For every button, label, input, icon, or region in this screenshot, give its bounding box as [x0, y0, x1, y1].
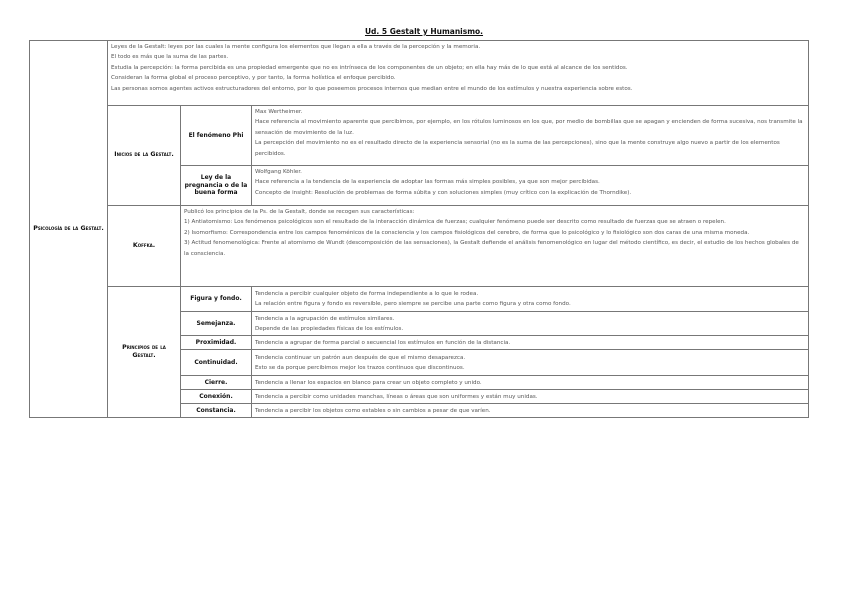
pregnancia-line: Hace referencia a la tendencia de la experiencia de adoptar las formas más simples posibles, ya que son mejor percibidas.	[255, 179, 600, 186]
intro-line: El todo es más que la suma de las partes.	[111, 54, 229, 61]
principle-line: Tendencia a llenar los espacios en blanco para crear un objeto completo y unido.	[255, 379, 482, 386]
intro-line: Consideran la forma global el proceso perceptivo, y por tanto, la forma holística el enfoque percibido.	[111, 75, 396, 82]
koffka-row	[30, 206, 809, 287]
inicios-label: Inicios de la Gestalt.	[108, 106, 181, 206]
koffka-label: Koffka.	[108, 206, 181, 287]
intro-line: Las personas somos agentes activos estructuradores del entorno, por lo que poseemos procesos internos que median entre el mundo de los estímulos y nuestra experiencia sobre estos.	[111, 85, 633, 92]
pregnancia-line: Wolfgang Köhler.	[255, 169, 302, 175]
koffka-line: Publicó los principios de la Ps. de la Gestalt, donde se recogen sus características:	[184, 209, 415, 215]
principios-label: Principios de la Gestalt.	[108, 287, 181, 418]
principle-name: Semejanza.	[181, 312, 252, 336]
principle-line: Tendencia a agrupar de forma parcial o secuencial los estímulos en función de la distancia.	[255, 339, 511, 346]
principle-line: Tendencia a percibir cualquier objeto de forma independiente a lo que le rodea.	[255, 291, 479, 297]
principle-line: Depende de las propiedades físicas de los estímulos.	[255, 325, 404, 332]
intro-row	[30, 41, 809, 106]
phi-line: Max Wertheimer.	[255, 109, 303, 115]
intro-cell	[108, 41, 809, 106]
koffka-description	[181, 206, 809, 287]
phi-line: Hace referencia al movimiento aparente que percibimos, por ejemplo, en los rótulos luminosos en los que, por medio de bombillas que se apagan y encienden de forma sucesiva, nos transmite la sensación de movimiento de la luz.	[255, 119, 803, 136]
page-title: Ud. 5 Gestalt y Humanismo.	[364, 27, 484, 36]
principle-line: La relación entre figura y fondo es reversible, pero siempre se percibe una parte como figura y otra como fondo.	[255, 301, 571, 307]
intro-line: Estudia la percepción: la forma percibida es una propiedad emergente que no es intrínseca de los componentes de un objeto; en ella hay más de lo que está al alcance de los sentidos.	[111, 64, 628, 71]
principle-description	[252, 287, 809, 312]
principle-name: Conexión.	[181, 390, 252, 404]
principle-line: Tendencia a la agrupación de estímulos similares.	[255, 315, 395, 322]
principle-description	[252, 404, 809, 418]
principle-name: Constancia.	[181, 404, 252, 418]
principle-name: Continuidad.	[181, 350, 252, 376]
koffka-line: 1) Antiatomismo: Los fenómenos psicológicos son el resultado de la interacción dinámica de fuerzas; cualquier fenómeno puede ser descrito como resultado de fuerzas que se atraen o repelen.	[184, 219, 726, 226]
pregnancia-line: Concepto de insight: Resolución de problemas de forma súbita y con soluciones simples (muy crítico con la explicación de Thorndike).	[255, 189, 632, 196]
phi-description	[252, 106, 809, 166]
intro-line: Leyes de la Gestalt: leyes por las cuales la mente configura los elementos que llegan a ella a través de la percepción y la memoria.	[111, 44, 481, 50]
principle-description	[252, 312, 809, 336]
principle-description	[252, 336, 809, 350]
pregnancia-description	[252, 166, 809, 206]
phi-label: El fenómeno Phi	[181, 106, 252, 166]
principle-line: Tendencia a percibir los objetos como estables o sin cambios a pesar de que varíen.	[255, 407, 491, 414]
phi-row	[30, 106, 809, 166]
principle-row	[30, 287, 809, 312]
section-psicologia-gestalt: Psicología de la Gestalt.	[30, 41, 108, 418]
principle-name: Proximidad.	[181, 336, 252, 350]
principle-name: Cierre.	[181, 376, 252, 390]
koffka-line: 3) Actitud fenomenológica: Frente al atomismo de Wundt (descomposición de las sensaciones), la Gestalt defiende el análisis fenomenológico en lugar del método científico, es decir, el estudio de los hechos globales de la consciencia.	[184, 240, 799, 257]
principle-description	[252, 390, 809, 404]
principle-description	[252, 376, 809, 390]
principle-name: Figura y fondo.	[181, 287, 252, 312]
principle-description	[252, 350, 809, 376]
pregnancia-label: Ley de la pregnancia o de la buena forma	[181, 166, 252, 206]
principle-line: Tendencia a percibir como unidades manchas, líneas o áreas que son uniformes y están muy unidas.	[255, 393, 538, 400]
principle-line: Tendencia continuar un patrón aun después de que el mismo desaparezca.	[255, 354, 466, 361]
phi-line: La percepción del movimiento no es el resultado directo de la experiencia sensorial (no es la suma de las percepciones), sino que la mente construye algo nuevo a partir de los elementos percibidos.	[255, 140, 780, 157]
gestalt-summary-table	[29, 40, 809, 418]
principle-line: Esto se da porque percibimos mejor los trazos continuos que discontinuos.	[255, 364, 465, 371]
koffka-line: 2) Isomorfismo: Correspondencia entre los campos fenoménicos de la consciencia y los campos fisiológicos del cerebro, de forma que lo psicológico y lo fisiológico son dos caras de una misma moneda.	[184, 229, 750, 236]
